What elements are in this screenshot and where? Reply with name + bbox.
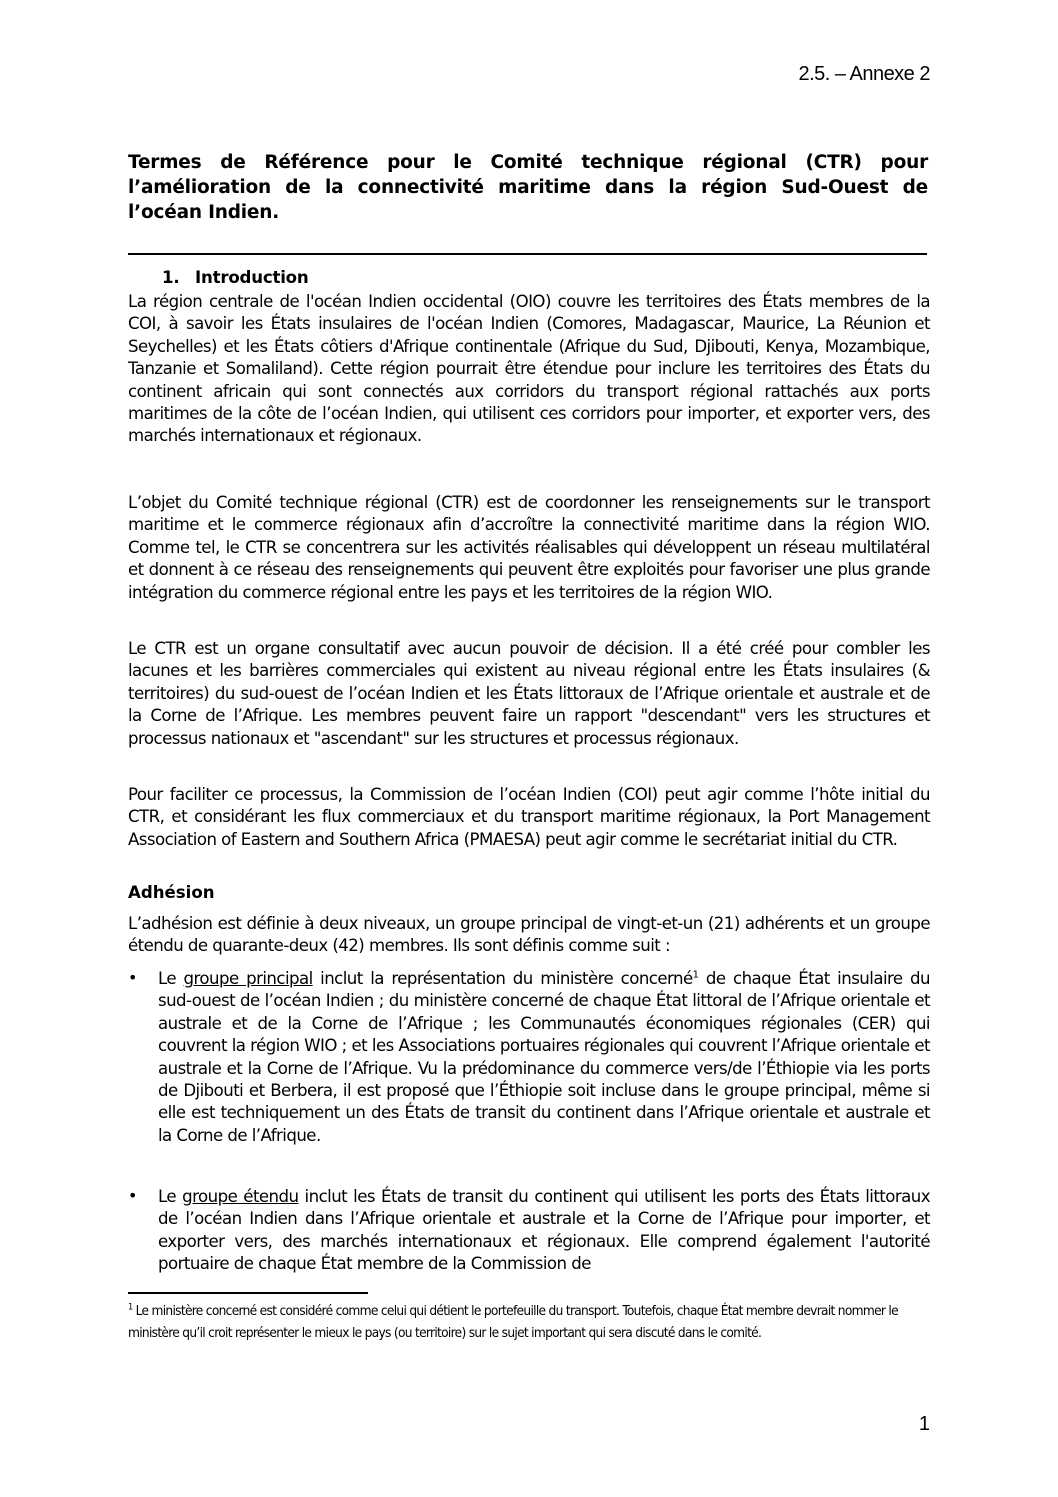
intro-paragraph-3 xyxy=(128,638,930,750)
intro-paragraph-4 xyxy=(128,784,930,851)
footnote-text: Le ministère concerné est considéré comme celui qui détient le portefeuille du transport. Toutefois, chaque État membre devrait nommer le ministère qu’il croit représenter le mieux le pays (ou territoire) sur le sujet important qui sera discuté dans le comité. xyxy=(128,1303,898,1341)
intro-paragraph-2 xyxy=(128,492,930,604)
footnote-number: 1 xyxy=(128,1302,133,1313)
section-number: 1. xyxy=(162,268,180,287)
term-groupe-principal: groupe principal xyxy=(183,969,313,988)
section-title: Introduction xyxy=(195,268,309,287)
title-divider xyxy=(128,253,927,255)
adhesion-intro xyxy=(128,913,930,958)
adhesion-heading: Adhésion xyxy=(128,883,215,902)
bullet-text: Le groupe étendu inclut les États de transit du continent qui utilisent les ports des États littoraux de l’océan Indien dans l’Afrique orientale et australe et la Corne de l’Afrique pour importer, et exporter vers, des marchés internationaux et régionaux. Elle comprend également l'autorité portuaire de chaque État membre de la Commission de xyxy=(158,1187,930,1274)
paragraph: Pour faciliter ce processus, la Commission de l’océan Indien (COI) peut agir comme l’hôte initial du CTR, et considérant les flux commerciaux et du transport maritime régionaux, la Port Management Association of Eastern and Southern Africa (PMAESA) peut agir comme le secrétariat initial du CTR. xyxy=(128,785,930,849)
paragraph: L’objet du Comité technique régional (CTR) est de coordonner les renseignements sur le transport maritime et le commerce régionaux afin d’accroître la connectivité maritime dans la région WIO. Comme tel, le CTR se concentrera sur les activités réalisables qui développent un réseau multilatéral et donnent à ce réseau des renseignements qui peuvent être exploités pour favoriser une plus grande intégration du commerce régional entre les pays et les territoires de la région WIO. xyxy=(128,493,930,602)
bullet-text: Le groupe principal inclut la représentation du ministère concerné$^1$ de chaque État insulaire du sud-ouest de l’océan Indien ; du ministère concerné de chaque État littoral de l’Afrique orientale et australe et de la Corne de l’Afrique ; les Communautés économiques régionales (CER) qui couvrent la région WIO ; et les Associations portuaires régionales qui couvrent l’Afrique orientale et australe et la Corne de l’Afrique. Vu la prédominance du commerce vers/de l’Éthiopie via les ports de Djibouti et Berbera, il est proposé que l’Éthiopie soit incluse dans le groupe principal, même si elle est techniquement un des États de transit du continent dans l’Afrique orientale et australe et la Corne de l’Afrique. xyxy=(158,969,930,1145)
intro-paragraph-1 xyxy=(128,291,930,448)
footnote-ref[interactable]: 1 xyxy=(692,969,699,981)
page-number: 1 xyxy=(918,1413,930,1435)
bullet-icon: • xyxy=(128,968,138,987)
document-title: Termes de Référence pour le Comité technique régional (CTR) pour l’amélioration de la connectivité maritime dans la région Sud-Ouest de l’océan Indien. xyxy=(128,152,928,223)
footnote-separator xyxy=(128,1292,368,1294)
paragraph: Le CTR est un organe consultatif avec aucun pouvoir de décision. Il a été créé pour combler les lacunes et les barrières commerciales qui existent au niveau régional entre les États insulaires (& territoires) du sud-ouest de l’océan Indien et les États littoraux de l’Afrique orientale et australe et de la Corne de l’Afrique. Les membres peuvent faire un rapport "descendant" vers les structures et processus nationaux et "ascendant" sur les structures et processus régionaux. xyxy=(128,639,930,748)
paragraph: L’adhésion est définie à deux niveaux, un groupe principal de vingt-et-un (21) adhérents et un groupe étendu de quarante-deux (42) membres. Ils sont définis comme suit : xyxy=(128,914,930,956)
section-heading-introduction xyxy=(162,268,309,287)
bullet-icon: • xyxy=(128,1186,138,1205)
paragraph: La région centrale de l'océan Indien occidental (OIO) couvre les territoires des États membres de la COI, à savoir les États insulaires de l'océan Indien (Comores, Madagascar, Maurice, La Réunion et Seychelles) et les États côtiers d'Afrique continentale (Afrique du Sud, Djibouti, Kenya, Mozambique, Tanzanie et Somaliland). Cette région pourrait être étendue pour inclure les territoires des États du continent africain qui sont connectés aux corridors du transport régional rattachés aux ports maritimes de la côte de l’océan Indien, qui utilisent ces corridors pour importer, et exporter vers, des marchés internationaux et régionaux. xyxy=(128,292,930,446)
annex-label: 2.5. – Annexe 2 xyxy=(798,63,930,85)
term-groupe-etendu: groupe étendu xyxy=(182,1187,299,1206)
footnote xyxy=(128,1300,930,1344)
